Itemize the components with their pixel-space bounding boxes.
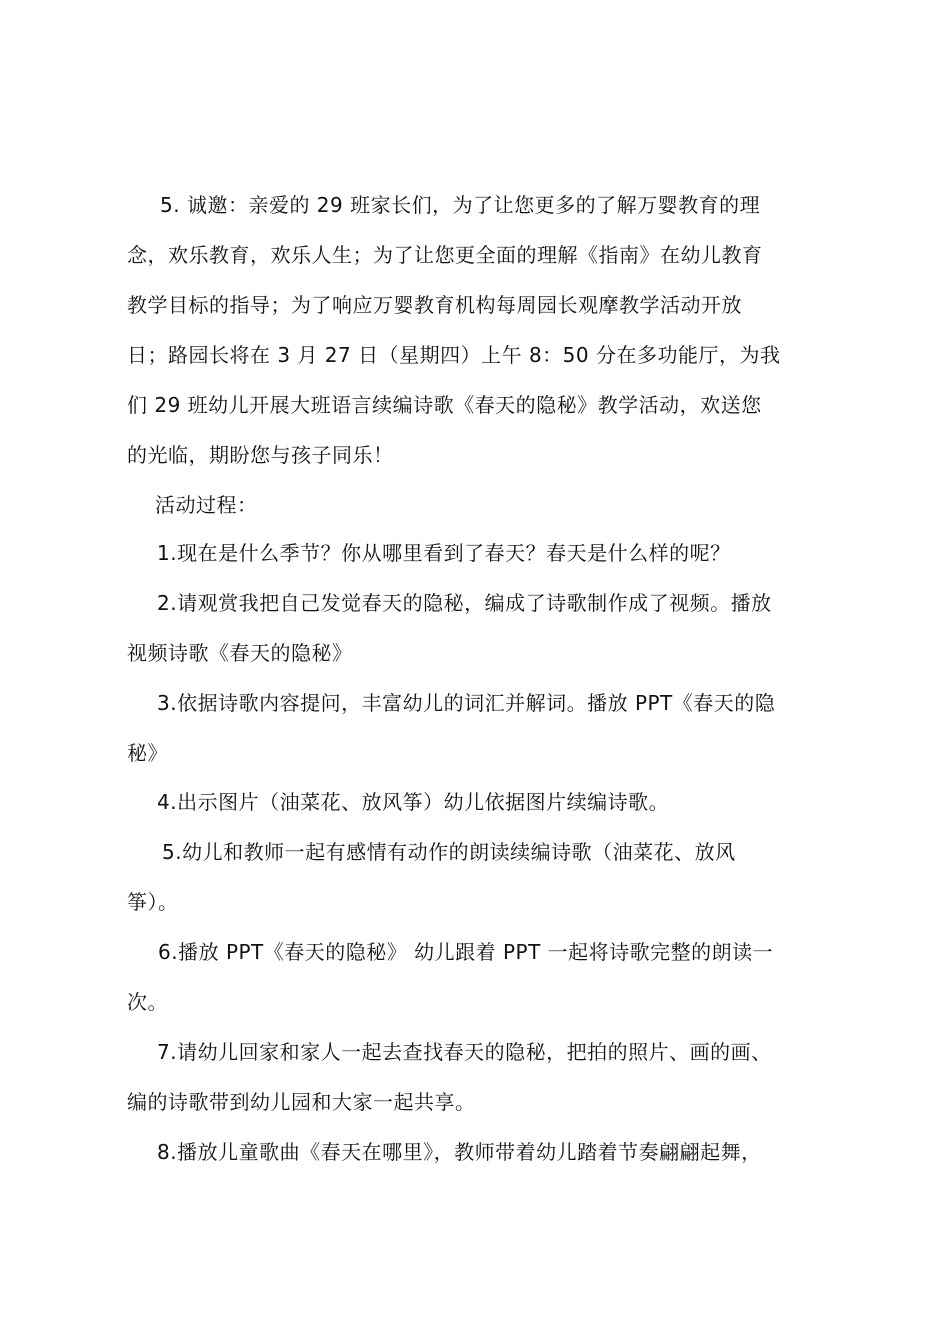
step-line: 6.播放 PPT《春天的隐秘》 幼儿跟着 PPT 一起将诗歌完整的朗读一	[158, 940, 774, 964]
paragraph-line: 日；路园长将在 3 月 27 日（星期四）上午 8：50 分在多功能厅，为我	[127, 343, 781, 367]
step-line: 1.现在是什么季节？你从哪里看到了春天？春天是什么样的呢？	[157, 541, 731, 565]
step-line: 秘》	[127, 741, 168, 765]
paragraph-line: 5. 诚邀：亲爱的 29 班家长们，为了让您更多的了解万婴教育的理	[160, 193, 761, 217]
step-line: 3.依据诗歌内容提问，丰富幼儿的词汇并解词。播放 PPT《春天的隐	[157, 691, 776, 715]
paragraph-line: 念，欢乐教育，欢乐人生；为了让您更全面的理解《指南》在幼儿教育	[127, 243, 763, 267]
step-line: 次。	[127, 990, 168, 1014]
step-line: 5.幼儿和教师一起有感情有动作的朗读续编诗歌（油菜花、放风	[162, 840, 736, 864]
section-heading: 活动过程：	[155, 493, 258, 517]
step-line: 8.播放儿童歌曲《春天在哪里》，教师带着幼儿踏着节奏翩翩起舞，	[157, 1140, 762, 1164]
step-line: 编的诗歌带到幼儿园和大家一起共享。	[127, 1090, 476, 1114]
step-line: 筝）。	[127, 890, 179, 914]
paragraph-line: 们 29 班幼儿开展大班语言续编诗歌《春天的隐秘》教学活动，欢送您	[127, 393, 762, 417]
paragraph-line: 的光临，期盼您与孩子同乐！	[127, 443, 394, 467]
step-line: 7.请幼儿回家和家人一起去查找春天的隐秘，把拍的照片、画的画、	[157, 1040, 772, 1064]
paragraph-line: 教学目标的指导；为了响应万婴教育机构每周园长观摩教学活动开放	[127, 293, 742, 317]
step-line: 2.请观赏我把自己发觉春天的隐秘，编成了诗歌制作成了视频。播放	[157, 591, 772, 615]
step-line: 视频诗歌《春天的隐秘》	[127, 641, 353, 665]
step-line: 4.出示图片（油菜花、放风筝）幼儿依据图片续编诗歌。	[157, 790, 670, 814]
